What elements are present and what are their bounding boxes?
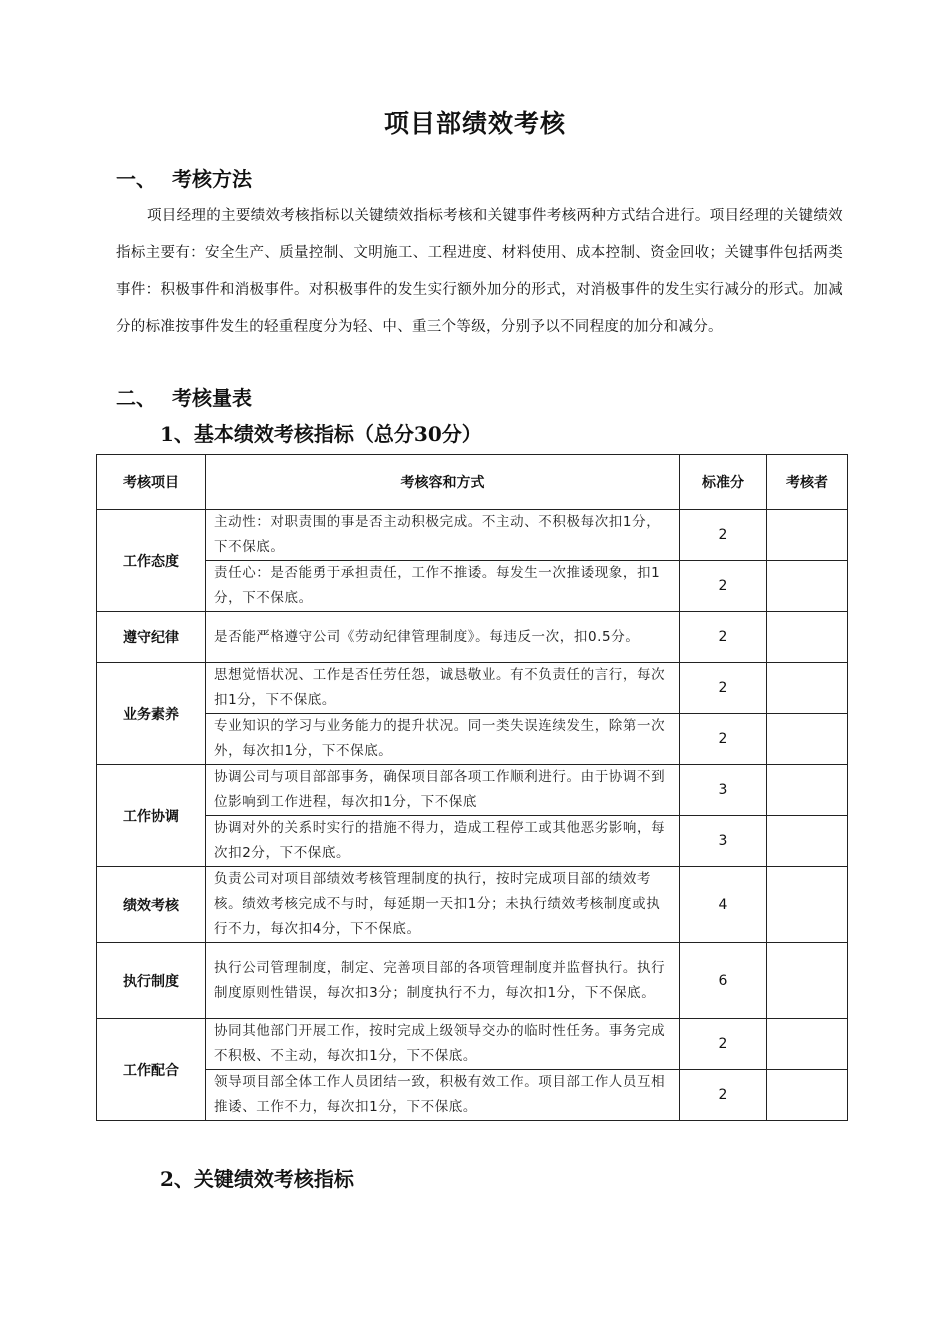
header-score: 标准分 [680,455,767,510]
criteria-cell: 执行公司管理制度，制定、完善项目部的各项管理制度并监督执行。执行制度原则性错误，每次扣3分；制度执行不力，每次扣1分，下不保底。 [206,943,680,1019]
criteria-cell: 专业知识的学习与业务能力的提升状况。同一类失误连续发生，除第一次外，每次扣1分，下不保底。 [206,714,680,765]
rater-cell[interactable] [767,663,848,714]
score-cell: 2 [680,561,767,612]
table-row [97,561,848,612]
rater-cell[interactable] [767,510,848,561]
score-cell: 2 [680,1019,767,1070]
category-cell: 遵守纪律 [97,612,206,663]
criteria-cell: 协同其他部门开展工作，按时完成上级领导交办的临时性任务。事务完成不积极、不主动，每次扣1分，下不保底。 [206,1019,680,1070]
rater-cell[interactable] [767,765,848,816]
score-cell: 2 [680,714,767,765]
header-content: 考核容和方式 [206,455,680,510]
score-cell: 6 [680,943,767,1019]
score-cell: 2 [680,510,767,561]
score-cell: 3 [680,816,767,867]
kpi-table [96,454,848,1121]
criteria-cell: 责任心：是否能勇于承担责任，工作不推诿。每发生一次推诿现象，扣1分，下不保底。 [206,561,680,612]
rater-cell[interactable] [767,612,848,663]
table-row [97,714,848,765]
criteria-cell: 协调对外的关系时实行的措施不得力，造成工程停工或其他恶劣影响，每次扣2分，下不保底。 [206,816,680,867]
criteria-cell: 是否能严格遵守公司《劳动纪律管理制度》。每违反一次，扣0.5分。 [206,612,680,663]
category-cell: 绩效考核 [97,867,206,943]
score-cell: 2 [680,612,767,663]
criteria-cell: 主动性：对职责围的事是否主动积极完成。不主动、不积极每次扣1分，下不保底。 [206,510,680,561]
section-number: 一、 [116,167,156,191]
score-cell: 2 [680,663,767,714]
score-cell: 2 [680,1070,767,1121]
section-heading-method [116,163,252,192]
section-heading-scale [116,382,252,411]
header-rater: 考核者 [767,455,848,510]
rater-cell[interactable] [767,1070,848,1121]
criteria-cell: 领导项目部全体工作人员团结一致，积极有效工作。项目部工作人员互相推诿、工作不力，每次扣1分，下不保底。 [206,1070,680,1121]
criteria-cell: 思想觉悟状况、工作是否任劳任怨，诚恳敬业。有不负责任的言行，每次扣1分，下不保底。 [206,663,680,714]
table-row [97,765,848,816]
category-cell: 执行制度 [97,943,206,1019]
rater-cell[interactable] [767,1019,848,1070]
header-category: 考核项目 [97,455,206,510]
criteria-cell: 协调公司与项目部部事务，确保项目部各项工作顺利进行。由于协调不到位影响到工作进程，每次扣1分，下不保底 [206,765,680,816]
rater-cell[interactable] [767,816,848,867]
table-row [97,943,848,1019]
category-cell: 工作协调 [97,765,206,867]
table-row [97,612,848,663]
section-title: 考核方法 [172,167,252,191]
section-number: 二、 [116,386,156,410]
rater-cell[interactable] [767,714,848,765]
score-cell: 4 [680,867,767,943]
table-row [97,1019,848,1070]
subheading-key-kpi: 2、关键绩效考核指标 [160,1167,354,1191]
rater-cell[interactable] [767,561,848,612]
method-paragraph: 项目经理的主要绩效考核指标以关键绩效指标考核和关键事件考核两种方式结合进行。项目经理的关键绩效指标主要有：安全生产、质量控制、文明施工、工程进度、材料使用、成本控制、资金回收；关键事件包括两类事件：积极事件和消极事件。对积极事件的发生实行额外加分的形式，对消极事件的发生实行减分的形式。加减分的标准按事件发生的轻重程度分为轻、中、重三个等级，分别予以不同程度的加分和减分。 [116,208,843,335]
section-title: 考核量表 [172,386,252,410]
table-header-row [97,455,848,510]
table-row [97,510,848,561]
score-cell: 3 [680,765,767,816]
table-row [97,816,848,867]
page-title: 项目部绩效考核 [383,109,566,138]
subheading-basic-kpi: 1、基本绩效考核指标（总分30分） [160,422,482,446]
rater-cell[interactable] [767,943,848,1019]
table-row [97,867,848,943]
rater-cell[interactable] [767,867,848,943]
table-row [97,1070,848,1121]
criteria-cell: 负责公司对项目部绩效考核管理制度的执行，按时完成项目部的绩效考核。绩效考核完成不与时，每延期一天扣1分；未执行绩效考核制度或执行不力，每次扣4分，下不保底。 [206,867,680,943]
category-cell: 业务素养 [97,663,206,765]
category-cell: 工作态度 [97,510,206,612]
table-row [97,663,848,714]
category-cell: 工作配合 [97,1019,206,1121]
